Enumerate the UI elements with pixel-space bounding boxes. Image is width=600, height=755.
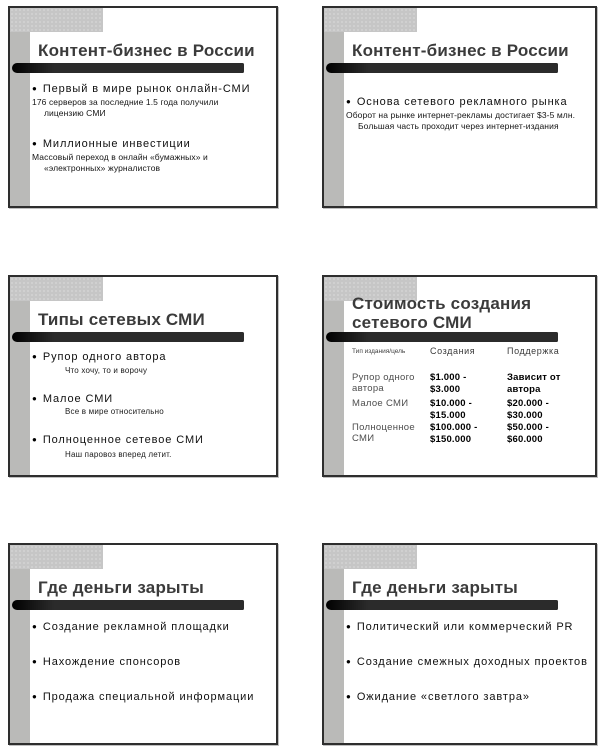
corner-block-decoration bbox=[10, 545, 103, 569]
slide-title: Контент-бизнес в России bbox=[38, 41, 255, 60]
bullet-icon: ● bbox=[346, 692, 351, 701]
slide-6 bbox=[322, 543, 597, 745]
table-cell-value: $50.000 - $60.000 bbox=[507, 422, 549, 445]
corner-block-decoration bbox=[324, 8, 417, 32]
bullet-item bbox=[32, 691, 254, 703]
bullet-item bbox=[346, 656, 588, 668]
table-header-cell: Поддержка bbox=[507, 346, 560, 356]
left-band-decoration bbox=[324, 545, 344, 743]
bullet-text: Создание рекламной площадки bbox=[42, 621, 230, 633]
bullet-item bbox=[32, 621, 230, 633]
table-header-cell: Создания bbox=[430, 346, 476, 356]
slide-5 bbox=[8, 543, 278, 745]
bullet-subtext: 176 серверов за последние 1.5 года получили лицензию СМИ bbox=[32, 97, 219, 118]
bullet-item bbox=[32, 83, 250, 95]
bullet-item bbox=[32, 656, 181, 668]
left-band-decoration bbox=[10, 545, 30, 743]
bullet-icon: ● bbox=[32, 692, 37, 701]
title-rule-bar bbox=[326, 332, 558, 342]
bullet-icon: ● bbox=[32, 394, 37, 403]
slide-title: Стоимость создания сетевого СМИ bbox=[352, 294, 532, 332]
left-band-decoration bbox=[10, 277, 30, 475]
bullet-text: Первый в мире рынок онлайн-СМИ bbox=[42, 83, 251, 95]
bullet-subtext: Что хочу, то и ворочу bbox=[65, 366, 148, 375]
bullet-subtext: Оборот на рынке интернет-рекламы достигает $3-5 млн. Большая часть проходит через интернет-издания bbox=[346, 110, 576, 131]
bullet-icon: ● bbox=[32, 139, 37, 148]
bullet-icon: ● bbox=[346, 97, 351, 106]
bullet-icon: ● bbox=[32, 435, 37, 444]
bullet-subtext: Все в мире относительно bbox=[65, 407, 164, 416]
bullet-item bbox=[32, 138, 191, 150]
bullet-item bbox=[346, 621, 573, 633]
bullet-text: Ожидание «светлого завтра» bbox=[356, 691, 530, 703]
table-cell-value: $10.000 - $15.000 bbox=[430, 398, 472, 421]
bullet-text: Полноценное сетевое СМИ bbox=[42, 434, 204, 446]
title-rule-bar bbox=[12, 332, 244, 342]
bullet-text: Нахождение спонсоров bbox=[42, 656, 182, 668]
title-rule-bar bbox=[326, 63, 558, 73]
title-rule-bar bbox=[12, 600, 244, 610]
bullet-icon: ● bbox=[346, 657, 351, 666]
table-row-label: Полноценное СМИ bbox=[352, 422, 415, 444]
slide-title: Типы сетевых СМИ bbox=[38, 310, 205, 329]
bullet-text: Рупор одного автора bbox=[42, 351, 167, 363]
corner-block-decoration bbox=[10, 277, 103, 301]
bullet-icon: ● bbox=[32, 657, 37, 666]
bullet-subtext: Массовый переход в онлайн «бумажных» и «электронных» журналистов bbox=[32, 152, 208, 173]
slide-title: Где деньги зарыты bbox=[352, 578, 519, 597]
bullet-item bbox=[32, 393, 113, 405]
bullet-item bbox=[32, 351, 166, 363]
bullet-subtext: Наш паровоз вперед летит. bbox=[65, 450, 172, 459]
bullet-text: Создание смежных доходных проектов bbox=[356, 656, 588, 668]
bullet-text: Продажа специальной информации bbox=[42, 691, 255, 703]
table-row-label: Рупор одного автора bbox=[352, 372, 415, 394]
bullet-text: Политический или коммерческий PR bbox=[356, 621, 574, 633]
title-rule-bar bbox=[12, 63, 244, 73]
bullet-icon: ● bbox=[32, 84, 37, 93]
bullet-icon: ● bbox=[32, 622, 37, 631]
slide-title: Где деньги зарыты bbox=[38, 578, 205, 597]
bullet-text: Основа сетевого рекламного рынка bbox=[356, 96, 568, 108]
bullet-icon: ● bbox=[32, 352, 37, 361]
bullet-item bbox=[346, 691, 530, 703]
table-row-label: Малое СМИ bbox=[352, 398, 409, 409]
bullet-item bbox=[32, 434, 204, 446]
slide-2 bbox=[322, 6, 597, 208]
slide-title: Контент-бизнес в России bbox=[352, 41, 569, 60]
table-cell-value: $100.000 - $150.000 bbox=[430, 422, 478, 445]
left-band-decoration bbox=[324, 277, 344, 475]
title-rule-bar bbox=[326, 600, 558, 610]
corner-block-decoration bbox=[10, 8, 103, 32]
bullet-text: Миллионные инвестиции bbox=[42, 138, 191, 150]
left-band-decoration bbox=[10, 8, 30, 206]
table-header-cell: Тип издания/цель bbox=[352, 348, 406, 355]
table-cell-value: Зависит от автора bbox=[507, 372, 561, 395]
slide-1 bbox=[8, 6, 278, 208]
table-cell-value: $1.000 - $3.000 bbox=[430, 372, 467, 395]
left-band-decoration bbox=[324, 8, 344, 206]
bullet-item bbox=[346, 96, 568, 108]
bullet-text: Малое СМИ bbox=[42, 393, 114, 405]
table-cell-value: $20.000 - $30.000 bbox=[507, 398, 549, 421]
corner-block-decoration bbox=[324, 545, 417, 569]
slide-4 bbox=[322, 275, 597, 477]
slide-3 bbox=[8, 275, 278, 477]
bullet-icon: ● bbox=[346, 622, 351, 631]
